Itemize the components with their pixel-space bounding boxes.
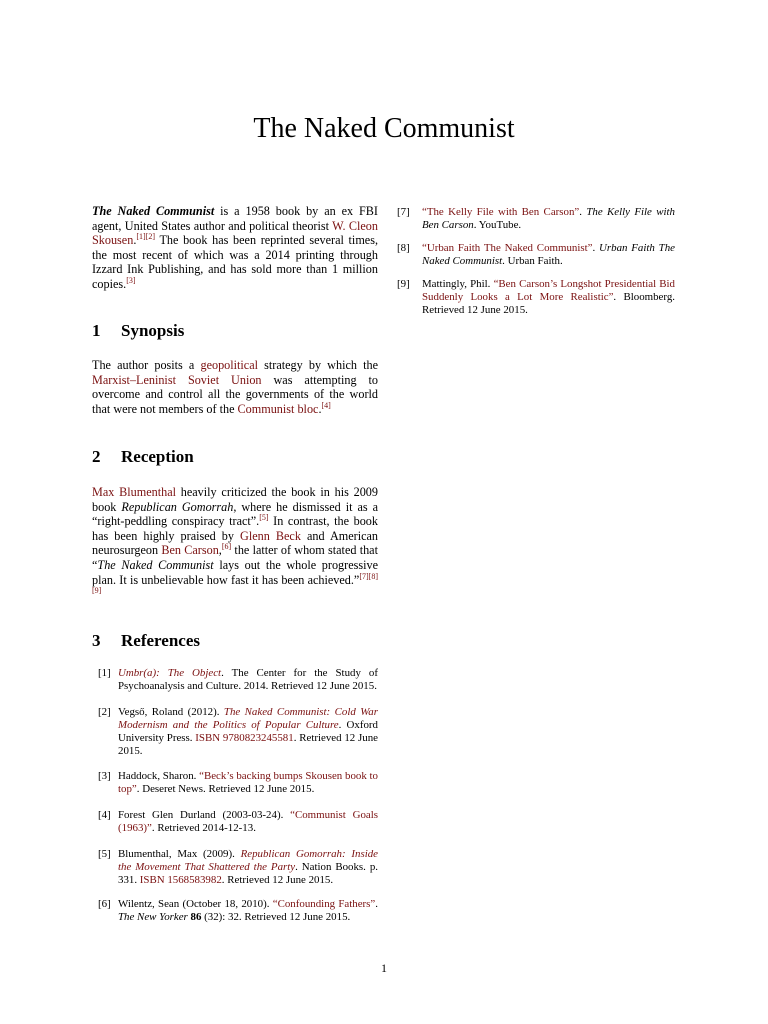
reference-text: . Deseret News. Retrieved 12 June 2015. xyxy=(136,783,315,795)
citation-link[interactable]: [4] xyxy=(321,400,331,410)
reference-text: . xyxy=(592,242,600,254)
citation-link[interactable]: [3] xyxy=(126,275,136,285)
section-number: 3 xyxy=(92,631,101,650)
reference-text: . Nation Books. p. 331. xyxy=(118,861,378,886)
intro-paragraph xyxy=(92,204,378,292)
reference-number: [4] xyxy=(98,809,111,821)
reference-text: Forest Glen Durland (2003-03-24). xyxy=(118,809,291,821)
reference-link[interactable]: “Communist Goals (1963)” xyxy=(118,809,378,834)
citation-link[interactable]: [6] xyxy=(221,542,232,552)
reference-text: . Bloomberg. Retrieved 12 June 2015. xyxy=(422,291,675,316)
synopsis-text: The author posits a xyxy=(92,358,201,372)
reference-number: [2] xyxy=(98,706,111,718)
citation-link[interactable]: [1][2] xyxy=(136,232,156,242)
intro-book-title: The Naked Communist xyxy=(92,204,215,218)
reference-text: Haddock, Sharon. xyxy=(118,770,200,782)
book-title-italic: Republican Gomorrah xyxy=(121,499,234,514)
reference-text: . xyxy=(579,206,587,218)
synopsis-text: . xyxy=(318,401,322,416)
reference-number: [9] xyxy=(397,278,410,290)
synopsis-text: strategy by which the xyxy=(258,358,378,372)
reference-item xyxy=(92,898,378,924)
journal-title: The New Yorker xyxy=(118,911,188,923)
section-number: 1 xyxy=(92,321,101,340)
intro-text: The book has been reprinted several times, the most recent of which was a 2014 printing through Izzard Ink Publishing, and has sold more than 1 million copies. xyxy=(92,233,378,291)
reference-number: [8] xyxy=(397,242,410,254)
reference-link[interactable]: Umbr(a): The Object xyxy=(118,667,222,679)
reference-link[interactable]: “The Kelly File with Ben Carson” xyxy=(422,206,580,218)
reference-text: Wilentz, Sean (October 18, 2010). xyxy=(118,898,273,910)
intro-text: is a 1958 book by an ex FBI agent, United States author and political theorist xyxy=(92,204,378,233)
reference-link[interactable]: “Ben Carson’s Longshot Presidential Bid Suddenly Looks a Lot More Realistic” xyxy=(422,278,675,303)
reception-text: , where he dismissed it as a “right-peddling conspiracy tract”. xyxy=(92,499,379,529)
reference-link[interactable]: The Naked Communist: Cold War Modernism and the Politics of Popular Culture xyxy=(118,706,378,731)
isbn-link[interactable]: ISBN 1568583982 xyxy=(139,874,222,886)
reference-link[interactable]: “Urban Faith The Naked Communist” xyxy=(422,242,593,254)
intro-text: . xyxy=(133,233,137,248)
reception-text: and American neurosurgeon xyxy=(92,528,379,558)
reference-text: . Retrieved 12 June 2015. xyxy=(221,874,334,886)
reference-link[interactable]: “Confounding Fathers” xyxy=(272,898,376,910)
link-glenn-beck[interactable]: Glenn Beck xyxy=(240,528,301,543)
reference-text: . xyxy=(375,898,378,910)
section-heading-synopsis xyxy=(92,321,184,341)
reference-link[interactable]: “Beck’s backing bumps Skousen book to top” xyxy=(118,770,378,795)
reference-link[interactable]: Republican Gomorrah: Inside the Movement That Shattered the Party xyxy=(118,848,378,873)
section-title: Synopsis xyxy=(121,321,185,340)
page-number: 1 xyxy=(381,961,387,975)
book-title-italic: The Naked Communist xyxy=(97,557,214,572)
reference-item xyxy=(397,206,675,232)
reference-text: . Retrieved 12 June 2015. xyxy=(118,732,379,757)
reference-text: . The Center for the Study of Psychoanalysis and Culture. 2014. Retrieved 12 June 2015. xyxy=(118,667,378,692)
reference-item xyxy=(397,278,675,317)
reference-number: [1] xyxy=(98,667,111,679)
synopsis-paragraph xyxy=(92,358,378,416)
link-geopolitical[interactable]: geopolitical xyxy=(200,358,259,372)
reference-item xyxy=(92,667,378,693)
reference-item xyxy=(92,770,378,796)
reference-number: [6] xyxy=(98,898,111,910)
reference-number: [3] xyxy=(98,770,111,782)
link-marxist-leninist[interactable]: Marxist–Leninist xyxy=(92,372,176,387)
synopsis-text xyxy=(176,373,188,387)
reception-text: lays out the whole progressive plan. It is unbelievable how fast it has been achieved.” xyxy=(92,557,378,587)
reference-text: . Urban Faith. xyxy=(502,255,563,267)
section-heading-references xyxy=(92,631,200,651)
page-title: The Naked Communist xyxy=(253,113,515,144)
reception-text: In contrast, the book has been highly praised by xyxy=(92,514,378,543)
reference-italic: The Kelly File with Ben Carson xyxy=(422,206,675,231)
reference-text: Vegső, Roland (2012). xyxy=(118,706,224,718)
reference-italic: Urban Faith The Naked Communist xyxy=(422,242,675,267)
reference-item xyxy=(92,809,378,835)
reference-text: Mattingly, Phil. xyxy=(422,278,494,290)
reception-text: the latter of whom stated that “ xyxy=(92,543,378,572)
section-title: Reception xyxy=(121,447,194,466)
reference-text: . Retrieved 2014-12-13. xyxy=(151,822,256,834)
citation-link[interactable]: [7][8][9] xyxy=(92,571,378,596)
isbn-link[interactable]: ISBN 9780823245581 xyxy=(195,732,294,744)
reference-item xyxy=(92,848,378,887)
link-communist-bloc[interactable]: Communist bloc xyxy=(237,401,319,416)
section-title: References xyxy=(121,631,200,650)
reference-item xyxy=(397,242,675,268)
link-max-blumenthal[interactable]: Max Blumenthal xyxy=(92,485,176,499)
section-heading-reception xyxy=(92,447,194,467)
link-cleon-skousen[interactable]: W. Cleon Skousen xyxy=(92,218,378,248)
reference-number: [7] xyxy=(397,206,410,218)
reference-text: . YouTube. xyxy=(473,219,522,231)
reference-number: [5] xyxy=(98,848,111,860)
reception-text: heavily criticized the book in his 2009 book xyxy=(92,485,378,514)
volume-number: 86 xyxy=(187,911,202,923)
reception-text: , xyxy=(218,543,222,558)
reception-paragraph xyxy=(92,485,378,602)
reference-text: (32): 32. Retrieved 12 June 2015. xyxy=(201,911,351,923)
reference-text: Blumenthal, Max (2009). xyxy=(118,848,241,860)
reference-item xyxy=(92,706,378,758)
link-soviet-union[interactable]: Soviet Union xyxy=(187,372,262,387)
synopsis-text: was attempting to overcome and control all the governments of the world that were not members of the xyxy=(92,372,379,416)
reference-text: . Oxford University Press. xyxy=(118,719,378,744)
citation-link[interactable]: [5] xyxy=(259,513,269,523)
link-ben-carson[interactable]: Ben Carson xyxy=(161,543,219,558)
section-number: 2 xyxy=(92,447,101,466)
